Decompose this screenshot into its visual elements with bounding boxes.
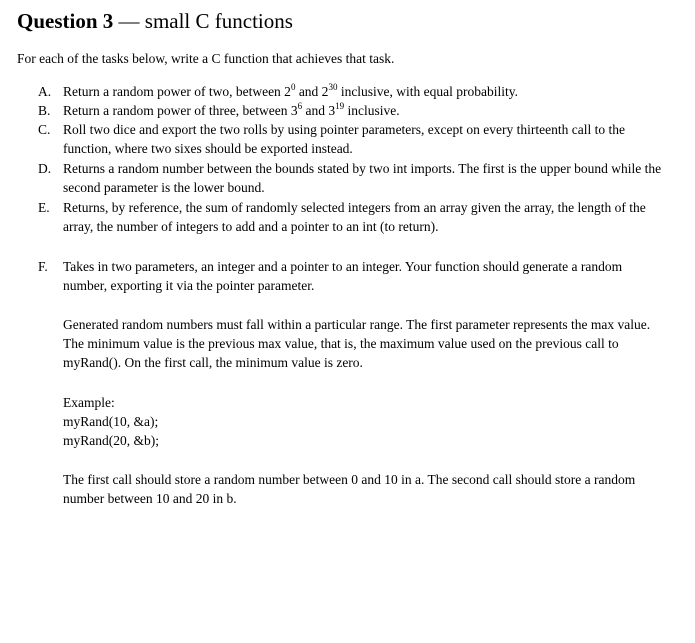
result-paragraph: The first call should store a random number between 0 and 10 in a. The second call should store a random number between 10 and 20 in b. — [63, 472, 636, 506]
example-block — [63, 393, 663, 450]
task-letter: F. — [38, 259, 48, 274]
exponent: 19 — [335, 100, 345, 111]
task-text: Takes in two parameters, an integer and a pointer to an integer. Your function should generate a random number, exporting it via the pointer parameter. — [63, 259, 623, 293]
exponent: 30 — [328, 81, 338, 92]
exponent: 6 — [297, 100, 303, 111]
example-code-line: myRand(10, &a); — [63, 414, 159, 429]
task-a — [38, 82, 668, 101]
question-title — [17, 8, 293, 34]
task-letter: A. — [38, 84, 52, 99]
task-text: Return a random power of two, between $2^0$ and $2^{30}$ inclusive, with equal probability. — [63, 81, 519, 99]
task-letter: E. — [38, 200, 50, 215]
question-title-text: — small C functions — [113, 9, 293, 33]
task-c — [38, 120, 668, 158]
task-text: Returns a random number between the bounds stated by two int imports. The first is the upper bound while the second parameter is the lower bound. — [63, 161, 662, 195]
range-paragraph: Generated random numbers must fall within a particular range. The first parameter represents the max value. The minimum value is the previous max value, that is, the maximum value used on the previous call to myRand(). On the first call, the minimum value is zero. — [63, 317, 651, 370]
task-d — [38, 159, 668, 197]
intro-text: For each of the tasks below, write a C function that achieves that task. — [17, 51, 395, 66]
task-text: Returns, by reference, the sum of randomly selected integers from an array given the array, the length of the array, the number of integers to add and a pointer to an int (to return). — [63, 200, 646, 234]
task-text: Roll two dice and export the two rolls by using pointer parameters, except on every thirteenth call to the function, where two sixes should be exported instead. — [63, 122, 625, 156]
example-code-line: myRand(20, &b); — [63, 433, 159, 448]
task-letter: B. — [38, 103, 51, 118]
task-e — [38, 198, 668, 236]
task-f — [38, 257, 668, 295]
example-label: Example: — [63, 395, 115, 410]
task-letter: C. — [38, 122, 51, 137]
task-b — [38, 101, 668, 120]
question-title-number: Question 3 — [17, 9, 114, 33]
task-text: Return a random power of three, between $3^6$ and $3^{19}$ inclusive. — [63, 100, 400, 118]
exponent: 0 — [290, 81, 296, 92]
task-letter: D. — [38, 161, 52, 176]
